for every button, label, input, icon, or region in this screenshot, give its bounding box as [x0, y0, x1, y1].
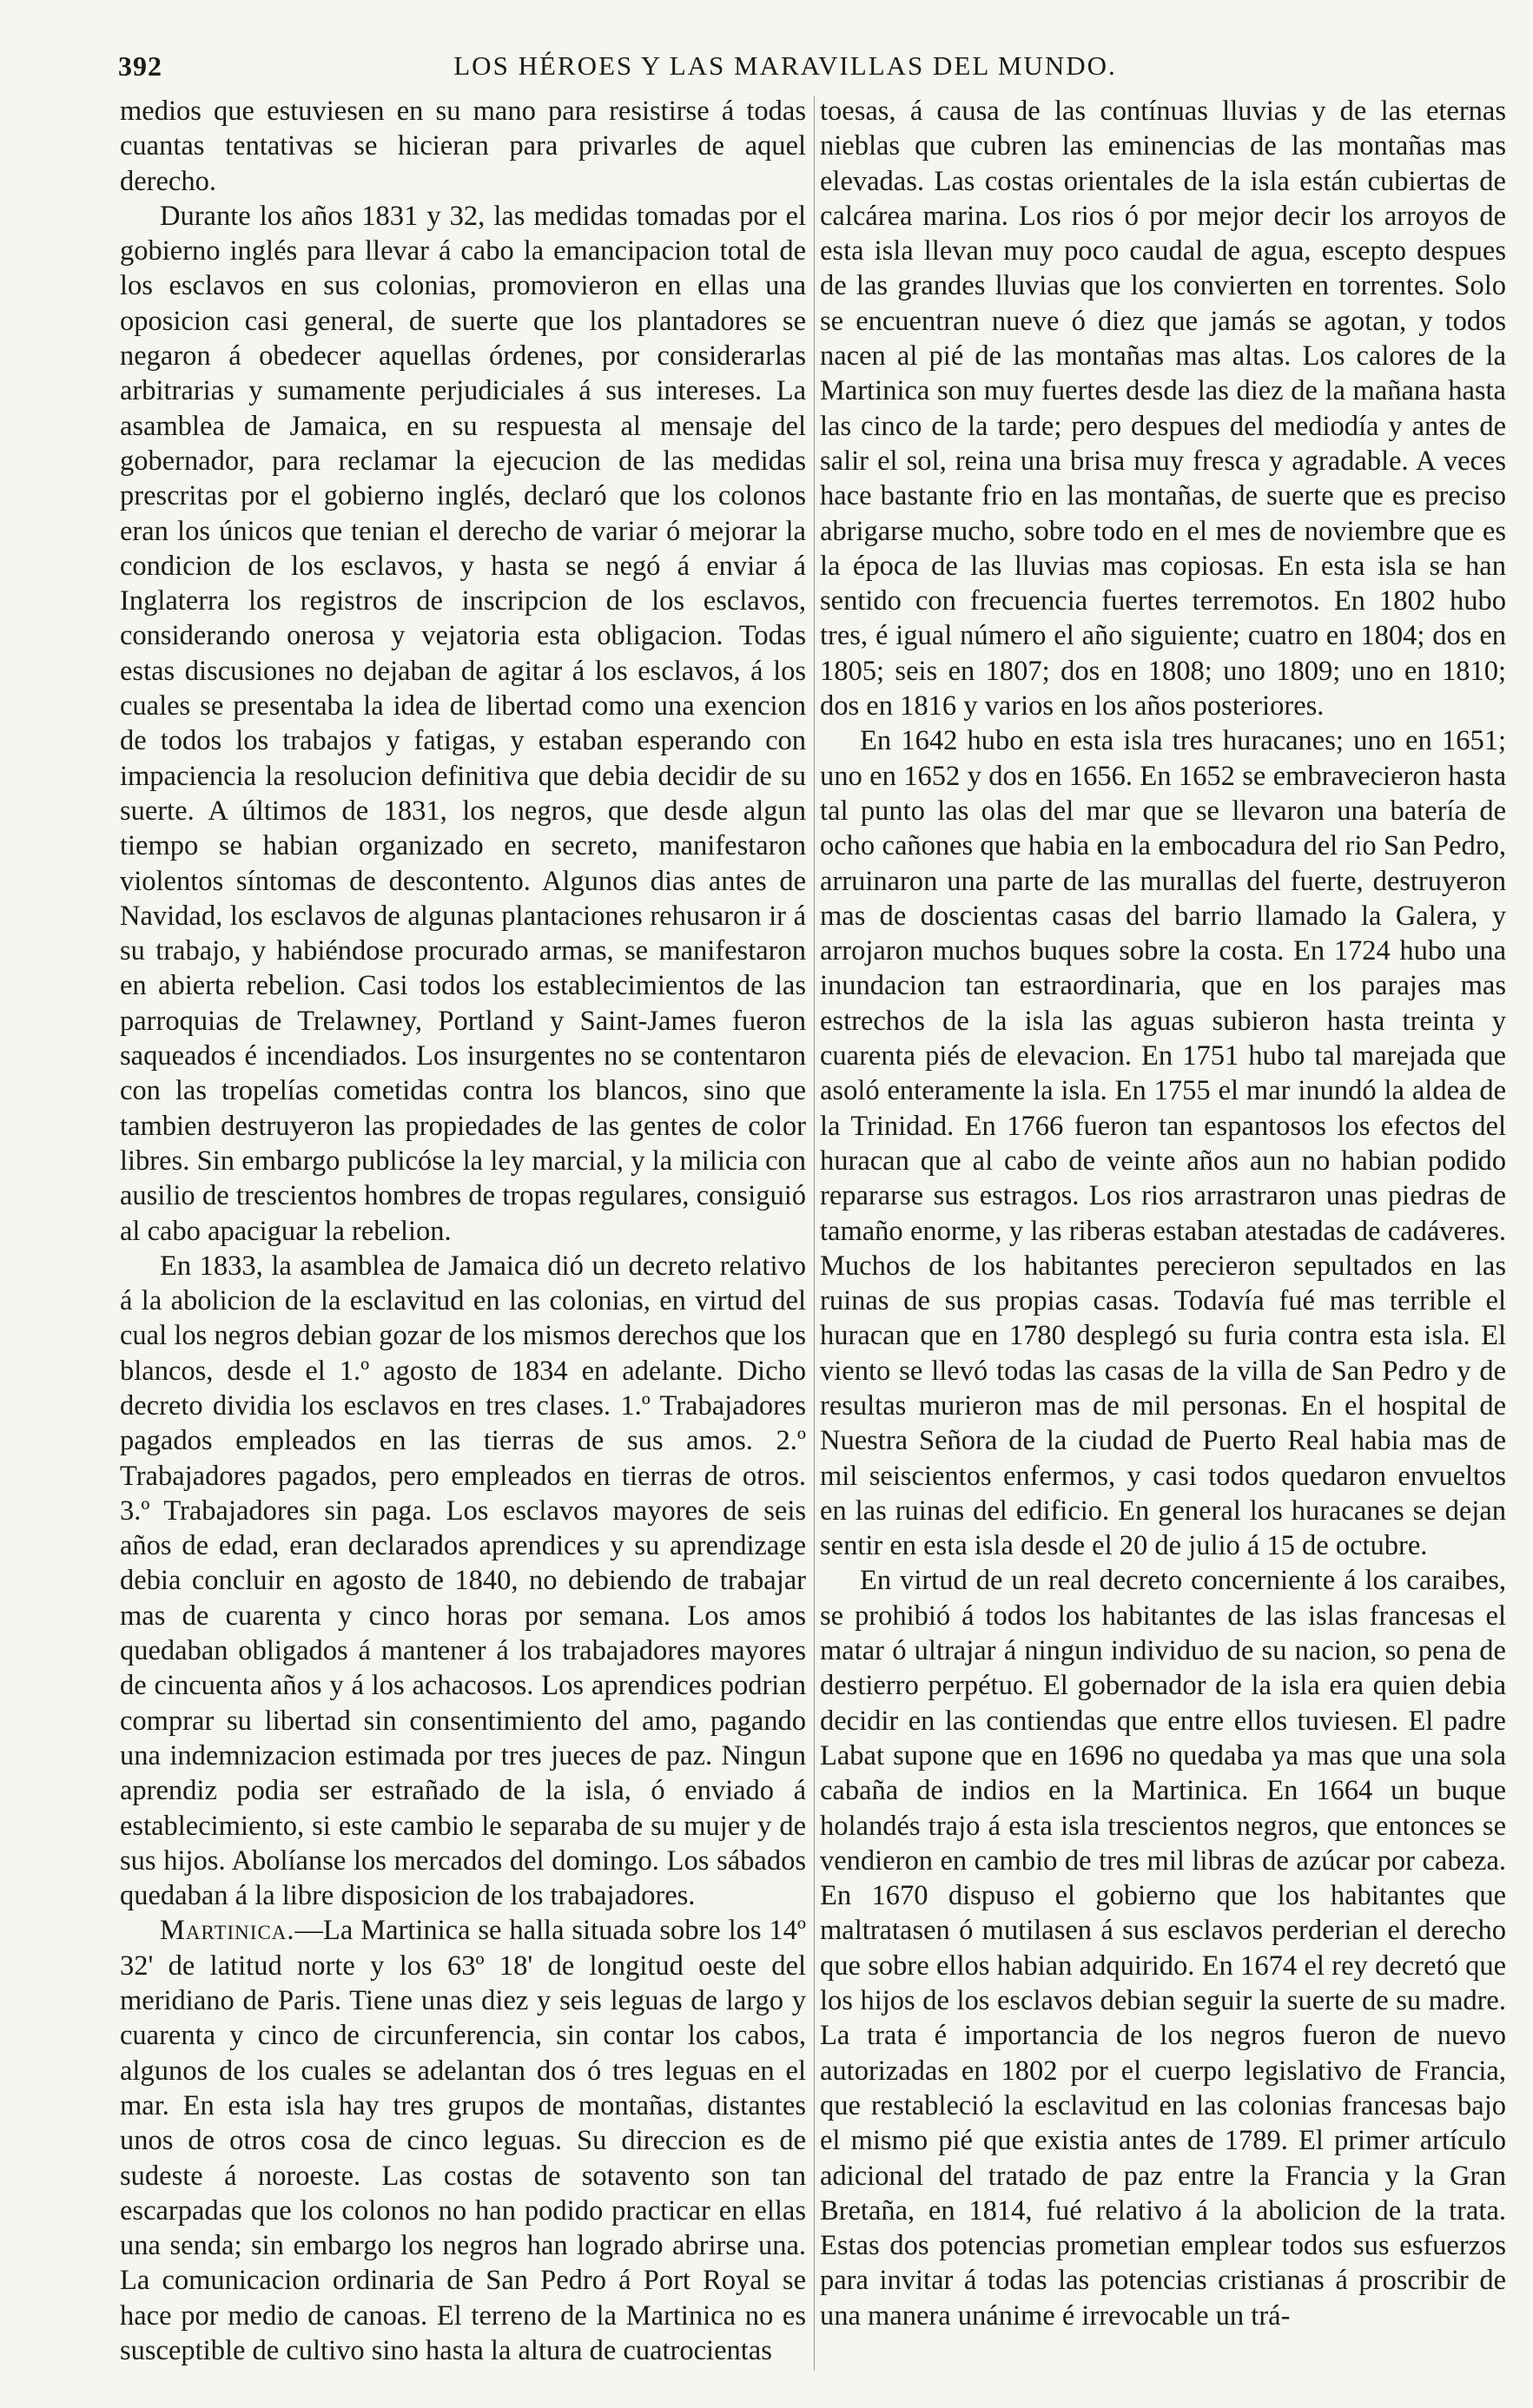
page-header: [118, 50, 1452, 85]
running-title: LOS HÉROES Y LAS MARAVILLAS DEL MUNDO.: [453, 50, 1117, 81]
paragraph: En virtud de un real decreto concerniente á los caraibes, se prohibió á todos los habitantes de las islas francesas el matar ó ultrajar á ningun individuo de su nacion, so pena de destierro perpétuo. El gobernador de la isla era quien debia decidir en las contiendas que entre ellos tuviesen. El padre Labat supone que en 1696 no quedaba ya mas que una sola cabaña de indios en la Martinica. En 1664 un buque holandés trajo á esta isla trescientos negros, que entonces se vendieron en cambio de tres mil libras de azúcar por cabeza. En 1670 dispuso el gobierno que los habitantes que maltratasen ó mutilasen á sus esclavos perderian el derecho que sobre ellos habian adquirido. En 1674 el rey decretó que los hijos de los esclavos debian seguir la suerte de su madre. La trata é importancia de los negros fueron de nuevo autorizadas en 1802 por el cuerpo legislativo de Francia, que restableció la esclavitud en las colonias francesas bajo el mismo pié que existia antes de 1789. El primer artículo adicional del tratado de paz entre la Francia y la Gran Bretaña, en 1814, fué relativo á la abolicion de la trata. Estas dos potencias prometian emplear todos sus esfuerzos para invitar á todas las potencias cristianas á proscribir de una manera unánime é irrevocable un trá-: [820, 1565, 1506, 2332]
column-divider: [814, 96, 815, 2371]
paragraph: Durante los años 1831 y 32, las medidas tomadas por el gobierno inglés para llevar á cabo la emancipacion total de los esclavos en sus colonias, promovieron en ellas una oposicion casi general, de suerte que los plantadores se negaron á obedecer aquellas órdenes, por considerarlas arbitrarias y sumamente perjudiciales á sus intereses. La asamblea de Jamaica, en su respuesta al mensaje del gobernador, para reclamar la ejecucion de las medidas prescritas por el gobierno inglés, declaró que los colonos eran los únicos que tenian el derecho de variar ó mejorar la condicion de los esclavos, y hasta se negó á enviar á Inglaterra los registros de inscripcion de los esclavos, considerando onerosa y vejatoria esta obligacion. Todas estas discusiones no dejaban de agitar á los esclavos, á los cuales se presentaba la idea de libertad como una exencion de todos los trabajos y fatigas, y estaban esperando con impaciencia la resolucion definitiva que debia decidir de su suerte. A últimos de 1831, los negros, que desde algun tiempo se habian organizado en secreto, manifestaron violentos síntomas de descontento. Algunos dias antes de Navidad, los esclavos de algunas plantaciones rehusaron ir á su trabajo, y habiéndose procurado armas, se manifestaron en abierta rebelion. Casi todos los establecimientos de las parroquias de Trelawney, Portland y Saint-James fueron saqueados é incendiados. Los insurgentes no se contentaron con las tropelías cometidas contra los blancos, sino que tambien destruyeron las propiedades de las gentes de color libres. Sin embargo publicóse la ley marcial, y la milicia con ausilio de trescientos hombres de tropas regulares, consiguió al cabo apaciguar la rebelion.: [120, 200, 806, 1247]
paragraph: medios que estuviesen en su mano para resistirse á todas cuantas tentativas se hicieran para privarles de aquel derecho.: [120, 96, 806, 197]
paragraph: toesas, á causa de las contínuas lluvias y de las eternas nieblas que cubren las eminencias de las montañas mas elevadas. Las costas orientales de la isla están cubiertas de calcárea marina. Los rios ó por mejor decir los arroyos de esta isla llevan muy poco caudal de agua, escepto despues de las grandes lluvias que los convierten en torrentes. Solo se encuentran nueve ó diez que jamás se agotan, y todos nacen al pié de las montañas mas altas. Los calores de la Martinica son muy fuertes desde las diez de la mañana hasta las cinco de la tarde; pero despues del mediodía y antes de salir el sol, reina una brisa muy fresca y agradable. A veces hace bastante frio en las montañas, de suerte que es preciso abrigarse mucho, sobre todo en el mes de noviembre que es la época de las lluvias mas copiosas. En esta isla se han sentido con frecuencia fuertes terremotos. En 1802 hubo tres, é igual número el año siguiente; cuatro en 1804; dos en 1805; seis en 1807; dos en 1808; uno 1809; uno en 1810; dos en 1816 y varios en los años posteriores.: [820, 96, 1506, 722]
left-column: [120, 94, 806, 2386]
section-heading-martinica: Martinica.: [160, 1915, 295, 1947]
paragraph-text: —La Martinica se halla situada sobre los 14º 32' de latitud norte y los 63º 18' de longitud oeste del meridiano de Paris. Tiene unas diez y seis leguas de largo y cuarenta y cinco de circunferencia, sin contar los cabos, algunos de los cuales se adelantan dos ó tres leguas en el mar. En esta isla hay tres grupos de montañas, distantes unos de otros cosa de cinco leguas. Su direccion es de sudeste á noroeste. Las costas de sotavento son tan escarpadas que los colonos no han podido practicar en ellas una senda; sin embargo los negros han logrado abrirse una. La comunicacion ordinaria de San Pedro á Port Royal se hace por medio de canoas. El terreno de la Martinica no es susceptible de cultivo sino hasta la altura de cuatrocientas: [120, 1915, 806, 2366]
paragraph: En 1833, la asamblea de Jamaica dió un decreto relativo á la abolicion de la esclavitud en las colonias, en virtud del cual los negros debian gozar de los mismos derechos que los blancos, desde el 1.º agosto de 1834 en adelante. Dicho decreto dividia los esclavos en tres clases. 1.º Trabajadores pagados empleados en las tierras de sus amos. 2.º Trabajadores pagados, pero empleados en tierras de otros. 3.º Trabajadores sin paga. Los esclavos mayores de seis años de edad, eran declarados aprendices y su aprendizage debia concluir en agosto de 1840, no debiendo de trabajar mas de cuarenta y cinco horas por semana. Los amos quedaban obligados á mantener á los trabajadores mayores de cincuenta años y á los achacosos. Los aprendices podrian comprar su libertad sin consentimiento del amo, pagando una indemnizacion estimada por tres jueces de paz. Ningun aprendiz podia ser estrañado de la isla, ó enviado á establecimiento, si este cambio le separaba de su mujer y de sus hijos. Abolíanse los mercados del domingo. Los sábados quedaban á la libre disposicion de los trabajadores.: [120, 1250, 806, 1912]
paragraph: En 1642 hubo en esta isla tres huracanes; uno en 1651; uno en 1652 y dos en 1656. En 1652 se embravecieron hasta tal punto las olas del mar que se llevaron una batería de ocho cañones que habia en la embocadura del rio San Pedro, arruinaron una parte de las murallas del fuerte, destruyeron mas de doscientas casas del barrio llamado la Galera, y arrojaron muchos buques sobre la costa. En 1724 hubo una inundacion tan estraordinaria, que en los parajes mas estrechos de la isla las aguas subieron hasta treinta y cuarenta piés de elevacion. En 1751 hubo tal marejada que asoló enteramente la isla. En 1755 el mar inundó la aldea de la Trinidad. En 1766 fueron tan espantosos los efectos del huracan que al cabo de veinte años aun no habian podido repararse sus estragos. Los rios arrastraron unas piedras de tamaño enorme, y las riberas estaban atestadas de cadáveres. Muchos de los habitantes perecieron sepultados en las ruinas de sus propias casas. Todavía fué mas terrible el huracan que en 1780 desplegó su furia contra esta isla. El viento se llevó todas las casas de la villa de San Pedro y de resultas murieron mas de mil personas. En el hospital de Nuestra Señora de la ciudad de Puerto Real habia mas de mil seiscientos enfermos, y casi todos quedaron envueltos en las ruinas del edificio. En general los huracanes se dejan sentir en esta isla desde el 20 de julio á 15 de octubre.: [820, 725, 1506, 1562]
right-column: [820, 94, 1506, 2386]
page-number: 392: [118, 50, 162, 82]
paragraph: [120, 1913, 806, 2368]
